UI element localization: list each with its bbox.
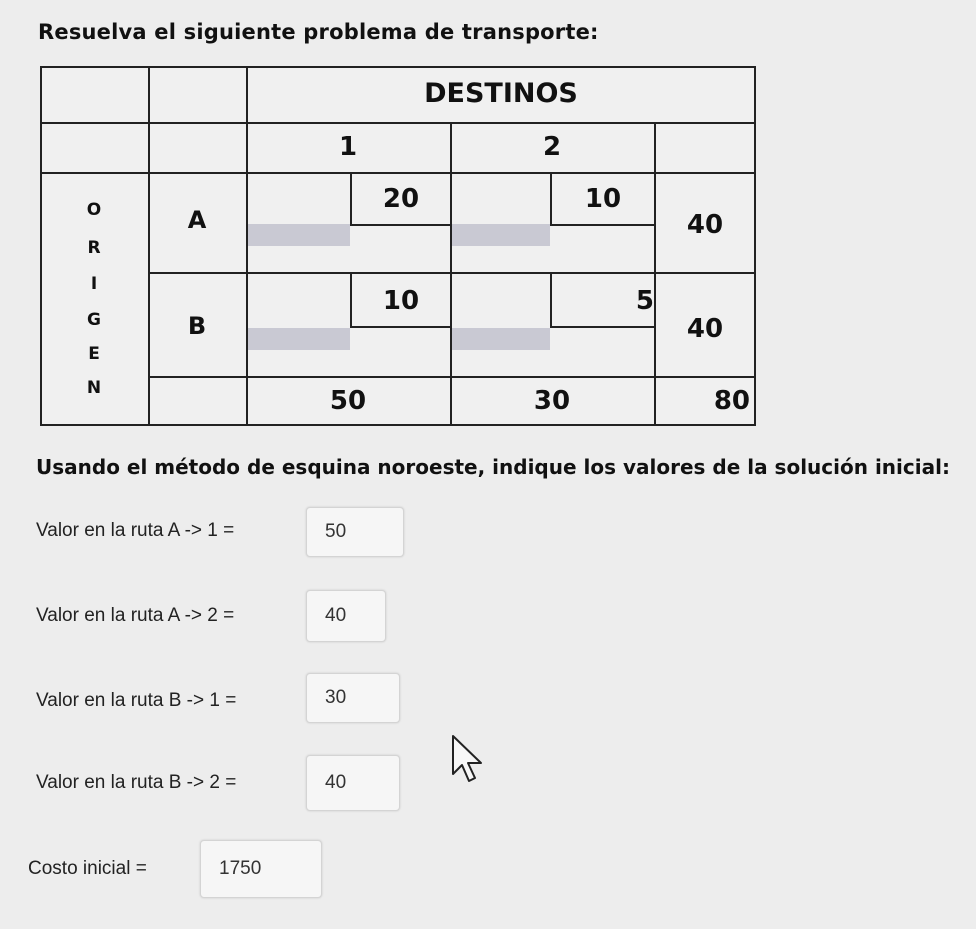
origin-letter-n: N [86,378,102,398]
cost-b-1: 10 [382,286,420,316]
answer-input-b1[interactable] [306,673,400,723]
origin-a: A [187,206,207,234]
cost-value: 1750 [219,858,262,879]
question-text: Usando el método de esquina noroeste, indique los valores de la solución inicial: [36,455,950,479]
cost-input[interactable] [200,840,322,898]
answer-value-a2: 40 [325,605,347,626]
answer-label-b1: Valor en la ruta B -> 1 = [36,690,237,711]
answer-value-b2: 40 [325,772,347,793]
answer-input-b2[interactable] [306,755,400,811]
supply-a: 40 [686,210,724,240]
origin-letter-g: G [87,310,101,330]
answer-value-a1: 50 [325,521,347,542]
answer-input-a2[interactable] [306,590,386,642]
demand-1: 50 [329,386,367,416]
mouse-cursor-icon [450,734,486,786]
origin-letter-r: R [87,238,101,258]
origin-letter-o: O [86,200,102,220]
origin-b: B [187,312,207,340]
answer-input-a1[interactable] [306,507,404,557]
origin-letter-i: I [90,274,98,294]
answer-label-a1: Valor en la ruta A -> 1 = [36,520,235,541]
answer-value-b1: 30 [325,687,347,708]
cost-label: Costo inicial = [28,858,147,879]
answer-label-a2: Valor en la ruta A -> 2 = [36,605,235,626]
transport-table [40,66,756,426]
cost-a-1: 20 [382,184,420,214]
origin-letter-e: E [88,344,100,364]
destination-2: 2 [542,132,562,162]
demand-2: 30 [533,386,571,416]
destinations-header: DESTINOS [424,78,578,109]
answer-label-b2: Valor en la ruta B -> 2 = [36,772,237,793]
total-supply-demand: 80 [713,386,750,416]
destination-1: 1 [338,132,358,162]
page-title: Resuelva el siguiente problema de transporte: [38,20,599,44]
supply-b: 40 [686,314,724,344]
cost-b-2: 5 [635,286,654,316]
cost-a-2: 10 [584,184,622,214]
